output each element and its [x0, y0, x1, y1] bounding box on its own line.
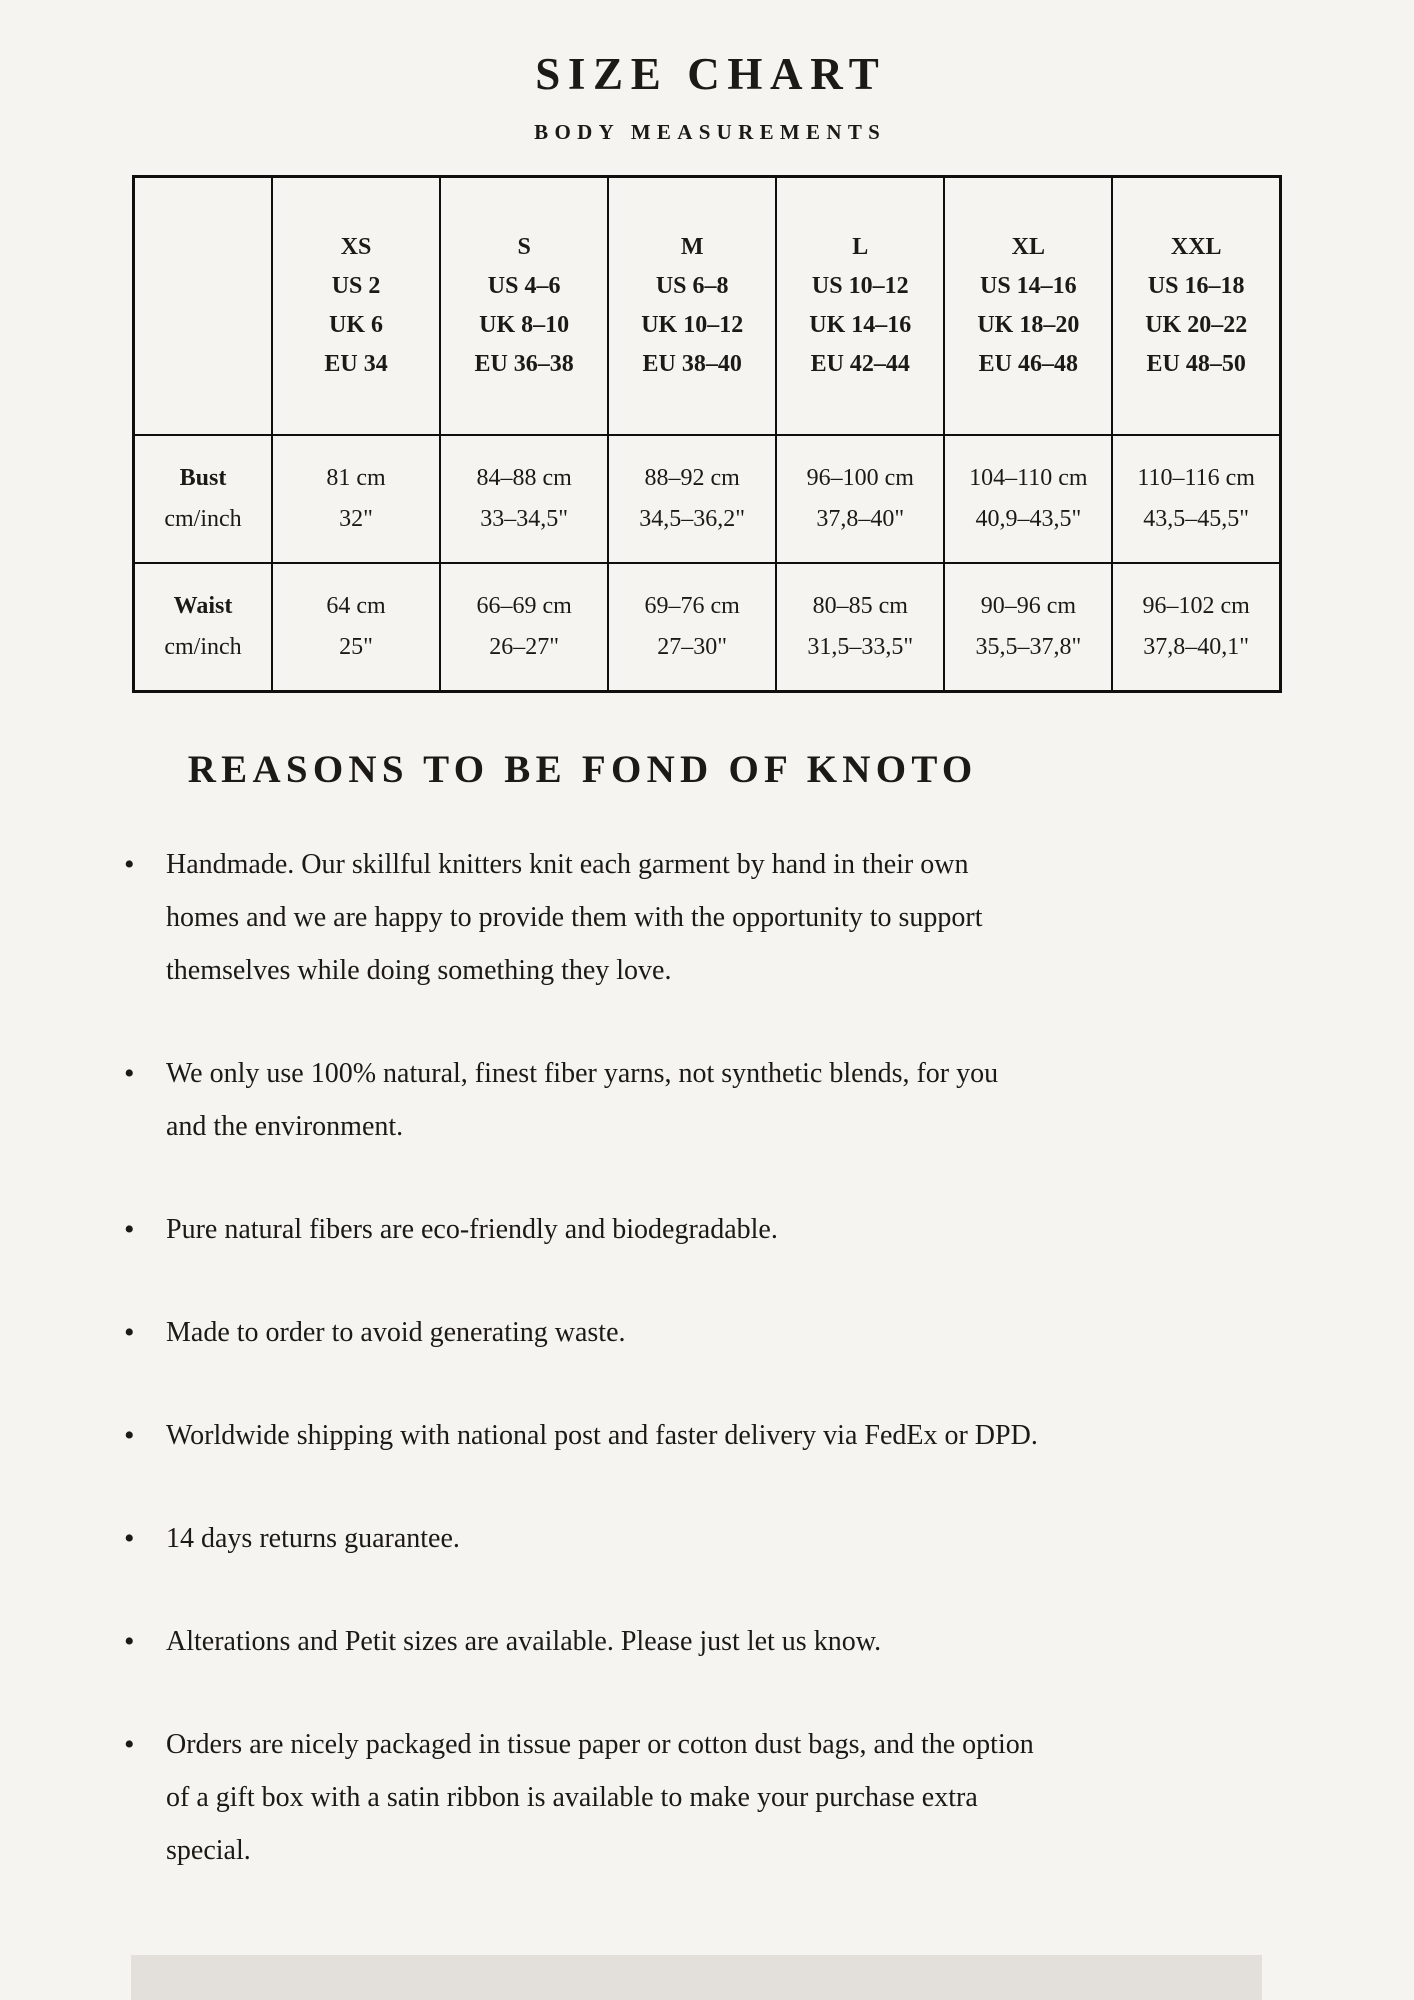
cm-value: 66–69 cm	[476, 593, 572, 619]
size-eu: EU 46–48	[978, 351, 1079, 377]
inch-value: 43,5–45,5"	[1143, 506, 1250, 532]
cm-value: 69–76 cm	[644, 593, 740, 619]
measurement-cell	[944, 563, 1112, 692]
inch-value: 32"	[339, 506, 373, 532]
size-column-header-xxl	[1112, 177, 1280, 436]
row-unit: cm/inch	[164, 634, 242, 660]
size-us: US 16–18	[1147, 273, 1245, 299]
inch-value: 26–27"	[489, 634, 560, 660]
row-label: Waist	[173, 593, 233, 619]
inch-value: 37,8–40"	[816, 506, 905, 532]
reasons-list	[100, 838, 1044, 1877]
measurement-cell	[776, 435, 944, 563]
cm-value: 81 cm	[326, 465, 386, 491]
measurement-cell	[608, 563, 776, 692]
measurement-row-label	[134, 435, 273, 563]
measurement-cell	[944, 435, 1112, 563]
measurement-row-label	[134, 563, 273, 692]
page-title: SIZE CHART	[535, 49, 887, 99]
inch-value: 37,8–40,1"	[1143, 634, 1250, 660]
size-uk: UK 14–16	[809, 312, 912, 338]
size-column-header-m	[608, 177, 776, 436]
inch-value: 35,5–37,8"	[975, 634, 1082, 660]
reasons-heading: REASONS TO BE FOND OF KNOTO	[187, 748, 978, 791]
footer-bar	[131, 1955, 1262, 2000]
size-header-row	[134, 177, 1281, 436]
size-eu: EU 34	[324, 351, 388, 377]
cm-value: 96–100 cm	[806, 465, 914, 491]
row-unit: cm/inch	[164, 506, 242, 532]
reason-item: • Pure natural fibers are eco-friendly and biodegradable.	[100, 1203, 1044, 1256]
page-subtitle: BODY MEASUREMENTS	[534, 120, 887, 144]
size-name: L	[852, 234, 869, 260]
size-uk: UK 20–22	[1145, 312, 1248, 338]
measurement-cell	[1112, 435, 1280, 563]
size-us: US 10–12	[811, 273, 909, 299]
cm-value: 64 cm	[326, 593, 386, 619]
size-uk: UK 8–10	[479, 312, 570, 338]
size-name: XL	[1011, 234, 1046, 260]
size-us: US 6–8	[655, 273, 729, 299]
inch-value: 31,5–33,5"	[807, 634, 914, 660]
cm-value: 84–88 cm	[476, 465, 572, 491]
reason-item: • Made to order to avoid generating waste.	[100, 1306, 1044, 1359]
size-us: US 2	[331, 273, 381, 299]
size-column-header-xl	[944, 177, 1112, 436]
size-us: US 14–16	[980, 273, 1077, 299]
cm-value: 80–85 cm	[812, 593, 908, 619]
measurement-cell	[272, 563, 440, 692]
inch-value: 27–30"	[657, 634, 728, 660]
waist-row	[134, 563, 1281, 692]
measurement-cell	[608, 435, 776, 563]
size-column-header-xs	[272, 177, 440, 436]
reason-item: • We only use 100% natural, finest fiber yarns, not synthetic blends, for you and the environment.	[100, 1047, 1044, 1153]
corner-cell	[134, 177, 273, 436]
inch-value: 34,5–36,2"	[639, 506, 746, 532]
size-eu: EU 48–50	[1146, 351, 1246, 377]
measurement-cell	[440, 435, 608, 563]
size-name: S	[517, 234, 531, 260]
size-name: M	[680, 234, 704, 260]
size-uk: UK 10–12	[641, 312, 744, 338]
cm-value: 110–116 cm	[1137, 465, 1255, 491]
size-column-header-l	[776, 177, 944, 436]
size-eu: EU 42–44	[810, 351, 910, 377]
measurement-cell	[1112, 563, 1280, 692]
size-us: US 4–6	[487, 273, 561, 299]
row-label: Bust	[179, 465, 227, 491]
size-uk: UK 18–20	[977, 312, 1080, 338]
cm-value: 88–92 cm	[644, 465, 740, 491]
bust-row	[134, 435, 1281, 563]
inch-value: 40,9–43,5"	[975, 506, 1082, 532]
size-column-header-s	[440, 177, 608, 436]
size-name: XXL	[1170, 234, 1222, 260]
measurement-cell	[272, 435, 440, 563]
inch-value: 25"	[339, 634, 373, 660]
size-uk: UK 6	[329, 312, 384, 338]
cm-value: 104–110 cm	[969, 465, 1088, 491]
size-eu: EU 38–40	[642, 351, 742, 377]
reason-item: • Handmade. Our skillful knitters knit each garment by hand in their own homes and we are happy to provide them with the opportunity to support themselves while doing something they love.	[100, 838, 1044, 997]
inch-value: 33–34,5"	[480, 506, 569, 532]
cm-value: 96–102 cm	[1142, 593, 1250, 619]
size-eu: EU 36–38	[474, 351, 574, 377]
cm-value: 90–96 cm	[980, 593, 1077, 619]
reason-item: • Worldwide shipping with national post and faster delivery via FedEx or DPD.	[100, 1409, 1044, 1462]
size-chart-table	[132, 175, 1282, 693]
measurement-cell	[776, 563, 944, 692]
reason-item: • Orders are nicely packaged in tissue paper or cotton dust bags, and the option of a gift box with a satin ribbon is available to make your purchase extra special.	[100, 1718, 1044, 1877]
reason-item: • Alterations and Petit sizes are available. Please just let us know.	[100, 1615, 1044, 1668]
size-name: XS	[340, 234, 372, 260]
measurement-cell	[440, 563, 608, 692]
reason-item: • 14 days returns guarantee.	[100, 1512, 1044, 1565]
